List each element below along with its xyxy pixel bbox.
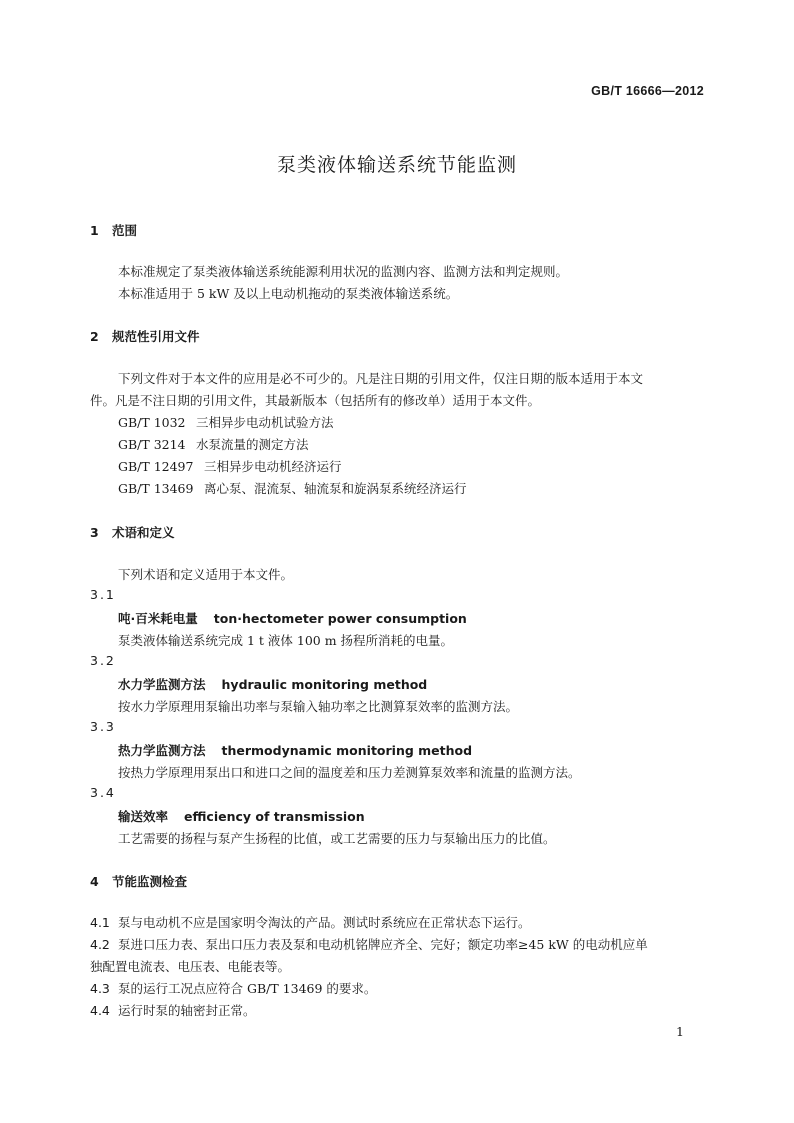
- paragraph: 下列术语和定义适用于本文件。: [118, 567, 294, 582]
- term-en: hydraulic monitoring method: [221, 677, 428, 692]
- item-number: 4.3: [90, 981, 110, 996]
- paragraph: 件。凡是不注日期的引用文件，其最新版本（包括所有的修改单）适用于本文件。: [90, 393, 541, 408]
- item-number: 4.2: [90, 937, 110, 952]
- term-definition: 工艺需要的扬程与泵产生扬程的比值，或工艺需要的压力与泵输出压力的比值。: [118, 831, 556, 846]
- reference-item: [118, 435, 309, 453]
- paragraph: 本标准规定了泵类液体输送系统能源利用状况的监测内容、监测方法和判定规则。: [118, 264, 569, 279]
- term-heading: [118, 675, 427, 693]
- section-2-heading: [90, 327, 200, 345]
- term-heading: [118, 609, 467, 627]
- section-number: 4: [90, 874, 99, 889]
- reference-name: 三相异步电动机经济运行: [204, 459, 342, 474]
- term-number: 3.4: [90, 785, 116, 800]
- standard-code: GB/T 16666—2012: [591, 84, 704, 98]
- check-item: [90, 979, 376, 997]
- section-title: 范围: [112, 223, 138, 238]
- section-4-heading: [90, 872, 187, 890]
- term-en: efficiency of transmission: [184, 809, 365, 824]
- term-number: 3.2: [90, 653, 116, 668]
- section-number: 1: [90, 223, 99, 238]
- section-1-heading: [90, 221, 137, 239]
- term-number: 3.3: [90, 719, 116, 734]
- item-number: 4.4: [90, 1003, 110, 1018]
- term-en: ton·hectometer power consumption: [213, 611, 467, 626]
- term-zh: 吨·百米耗电量: [118, 611, 198, 626]
- term-zh: 输送效率: [118, 809, 169, 824]
- term-definition: 按热力学原理用泵出口和进口之间的温度差和压力差测算泵效率和流量的监测方法。: [118, 765, 581, 780]
- page-number: 1: [676, 1024, 684, 1039]
- term-definition: 按水力学原理用泵输出功率与泵输入轴功率之比测算泵效率的监测方法。: [118, 699, 519, 714]
- term-en: thermodynamic monitoring method: [221, 743, 473, 758]
- reference-name: 离心泵、混流泵、轴流泵和旋涡泵系统经济运行: [204, 481, 467, 496]
- reference-code: GB/T 1032: [118, 415, 186, 430]
- item-text-continuation: 独配置电流表、电压表、电能表等。: [90, 959, 291, 974]
- reference-code: GB/T 12497: [118, 459, 194, 474]
- term-heading: [118, 807, 365, 825]
- reference-name: 水泵流量的测定方法: [196, 437, 309, 452]
- term-zh: 热力学监测方法: [118, 743, 206, 758]
- item-text: 泵的运行工况点应符合 GB/T 13469 的要求。: [118, 981, 377, 996]
- term-heading: [118, 741, 472, 759]
- term-number: 3.1: [90, 587, 116, 602]
- item-text: 运行时泵的轴密封正常。: [118, 1003, 256, 1018]
- reference-code: GB/T 13469: [118, 481, 194, 496]
- reference-item: [118, 479, 467, 497]
- item-text: 泵进口压力表、泵出口压力表及泵和电动机铭牌应齐全、完好；额定功率≥45 kW 的电动机应单: [118, 937, 648, 952]
- check-item: [90, 935, 648, 953]
- document-title: 泵类液体输送系统节能监测: [276, 154, 517, 176]
- item-text: 泵与电动机不应是国家明令淘汰的产品。测试时系统应在正常状态下运行。: [118, 915, 531, 930]
- paragraph: 下列文件对于本文件的应用是必不可少的。凡是注日期的引用文件，仅注日期的版本适用于本文: [118, 371, 644, 386]
- reference-code: GB/T 3214: [118, 437, 186, 452]
- item-number: 4.1: [90, 915, 110, 930]
- section-number: 2: [90, 329, 99, 344]
- section-number: 3: [90, 525, 99, 540]
- check-item: [90, 1001, 256, 1019]
- term-definition: 泵类液体输送系统完成 1 t 液体 100 m 扬程所消耗的电量。: [118, 633, 454, 648]
- reference-item: [118, 457, 342, 475]
- section-title: 规范性引用文件: [112, 329, 200, 344]
- section-title: 术语和定义: [112, 525, 175, 540]
- check-item: [90, 913, 531, 931]
- reference-name: 三相异步电动机试验方法: [196, 415, 334, 430]
- term-zh: 水力学监测方法: [118, 677, 206, 692]
- section-title: 节能监测检查: [112, 874, 188, 889]
- reference-item: [118, 413, 334, 431]
- paragraph: 本标准适用于 5 kW 及以上电动机拖动的泵类液体输送系统。: [118, 286, 459, 301]
- section-3-heading: [90, 523, 175, 541]
